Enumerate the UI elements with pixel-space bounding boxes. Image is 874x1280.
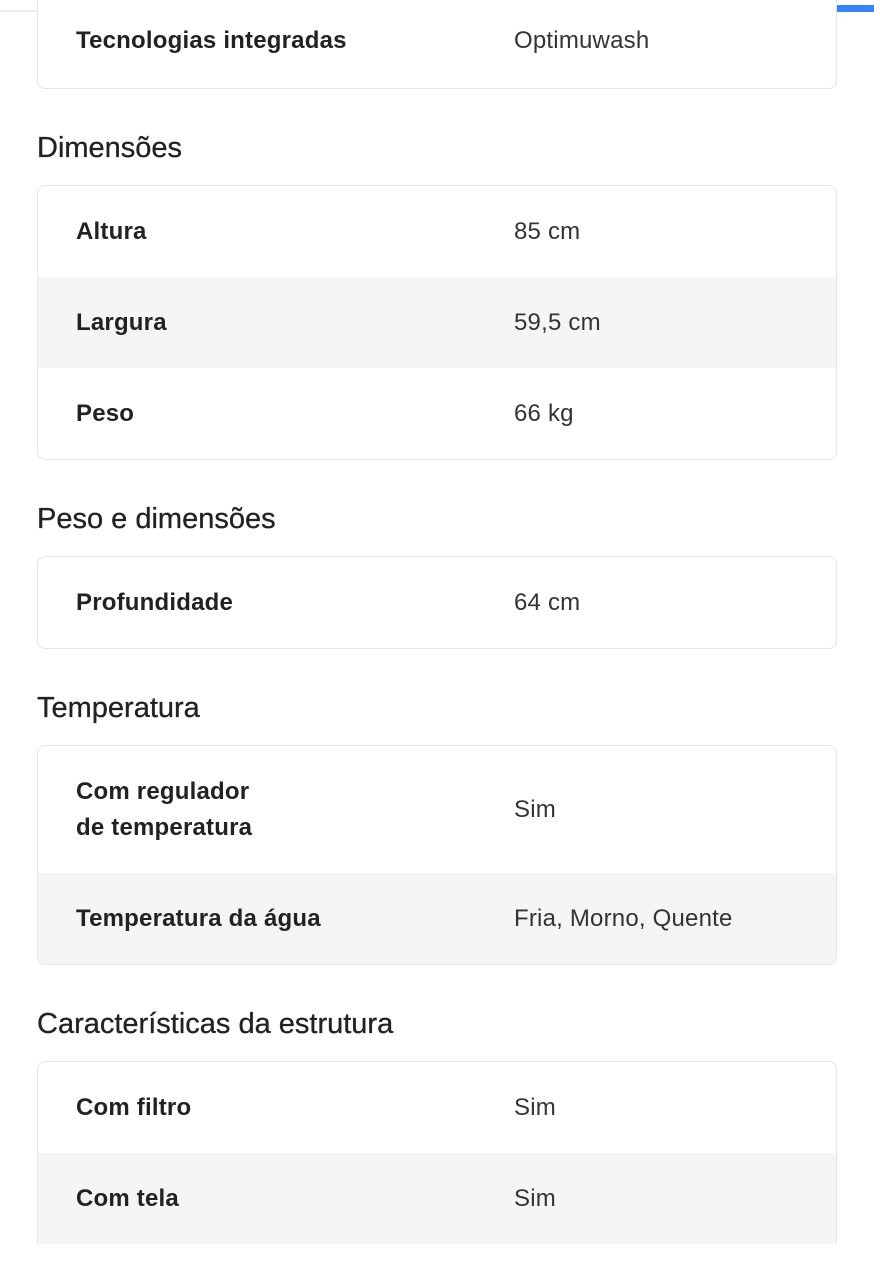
- spec-row: [38, 277, 836, 368]
- spec-value: Sim: [514, 795, 556, 823]
- spec-row: [38, 873, 836, 964]
- spec-table-tecnologias: [37, 0, 837, 89]
- spec-row: [38, 746, 836, 873]
- spec-label: Altura: [76, 217, 147, 245]
- spec-table-estrutura: [37, 1061, 837, 1244]
- spec-row: [38, 557, 836, 648]
- spec-label: Com filtro: [76, 1093, 192, 1121]
- spec-value: Sim: [514, 1093, 556, 1121]
- spec-row: [38, 368, 836, 459]
- section-title-estrutura: Características da estrutura: [37, 1008, 394, 1040]
- specs-content: [37, 0, 837, 1244]
- spec-value: Optimuwash: [514, 27, 650, 54]
- spec-row: [38, 186, 836, 277]
- section-title-temperatura: Temperatura: [37, 692, 200, 724]
- spec-row: [38, 0, 836, 88]
- section-title-peso-dimensoes: Peso e dimensões: [37, 503, 276, 535]
- spec-row: [38, 1153, 836, 1244]
- spec-table-temperatura: [37, 745, 837, 965]
- spec-value: 66 kg: [514, 399, 574, 427]
- spec-value: 85 cm: [514, 217, 581, 245]
- spec-label: Tecnologias integradas: [76, 27, 347, 54]
- spec-label: Largura: [76, 308, 167, 336]
- spec-row: [38, 1062, 836, 1153]
- spec-value: Sim: [514, 1184, 556, 1212]
- spec-label: Profundidade: [76, 588, 234, 616]
- spec-label: Temperatura da água: [76, 904, 321, 932]
- spec-label: Com regulador de temperatura: [76, 777, 253, 841]
- spec-value: 59,5 cm: [514, 308, 601, 336]
- spec-table-dimensoes: [37, 185, 837, 460]
- spec-value: 64 cm: [514, 588, 581, 616]
- spec-label: Peso: [76, 399, 135, 427]
- section-title-dimensoes: Dimensões: [37, 132, 183, 164]
- spec-table-peso-dimensoes: [37, 556, 837, 649]
- spec-value: Fria, Morno, Quente: [514, 904, 733, 932]
- spec-label: Com tela: [76, 1184, 179, 1212]
